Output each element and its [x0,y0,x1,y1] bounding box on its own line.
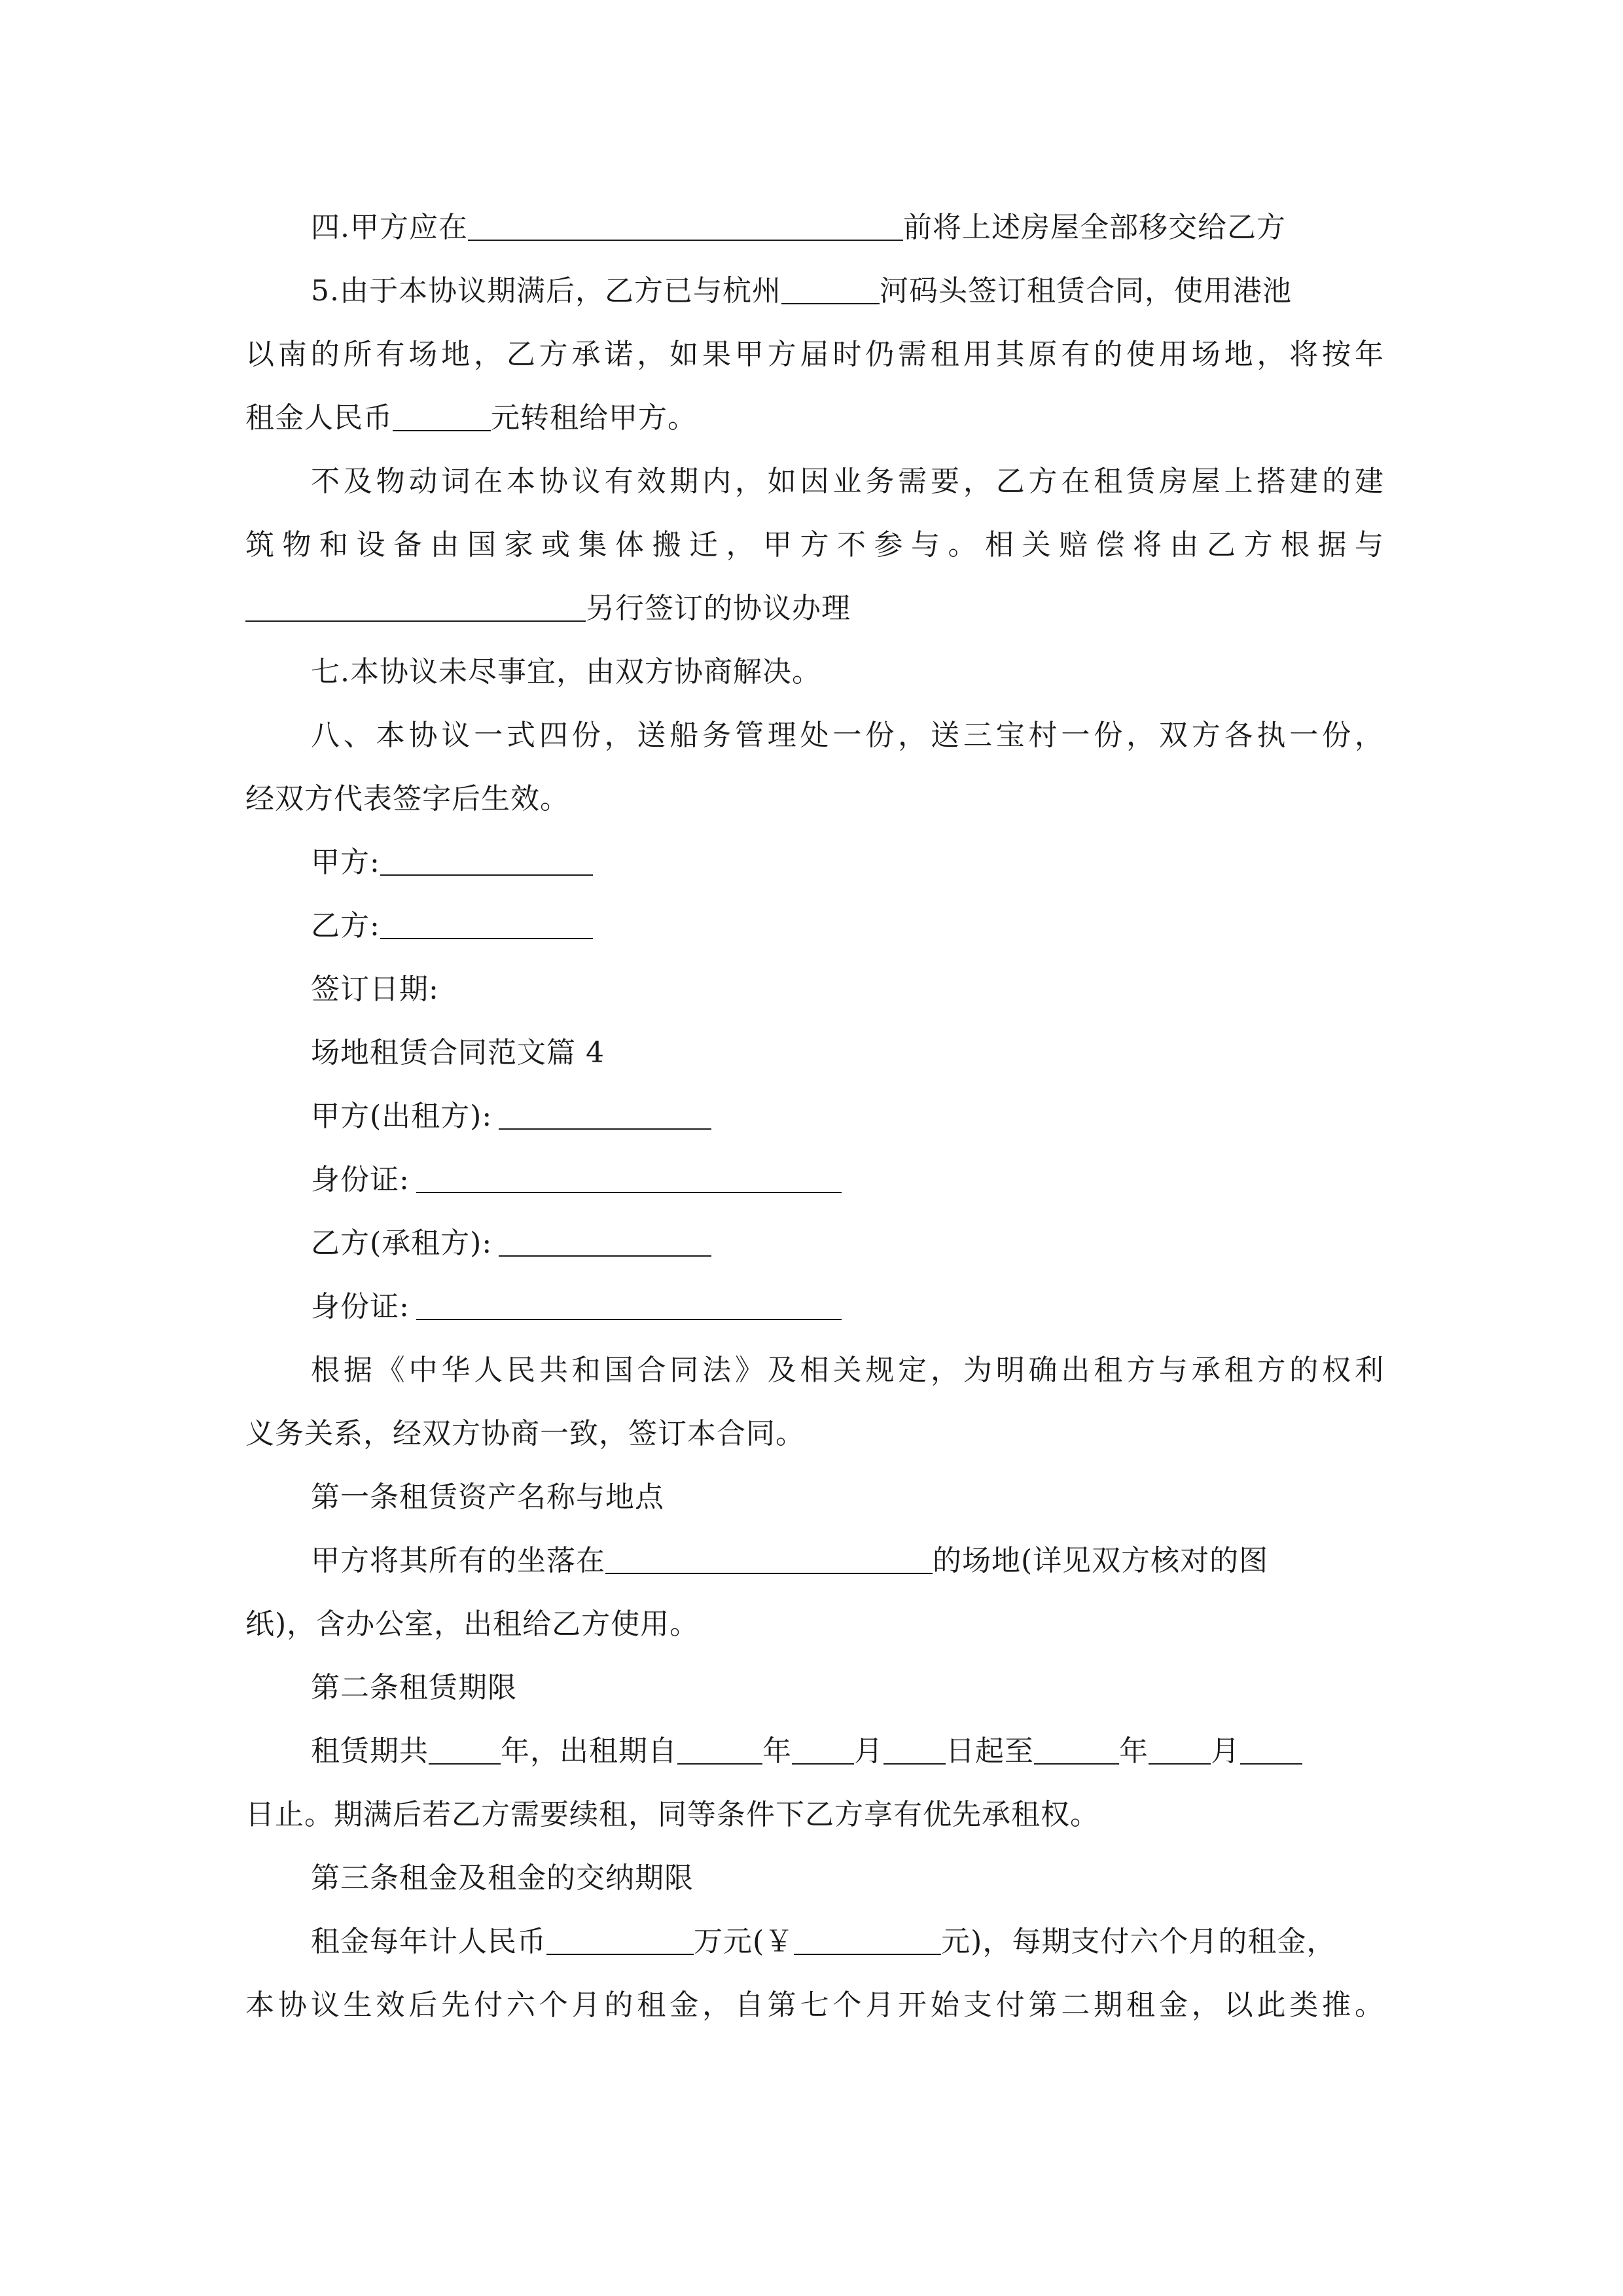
article-three-title: 第三条租金及租金的交纳期限 [311,1861,694,1895]
clause-four-text-a: 四.甲方应在 [311,211,468,244]
sign-date: 签订日期: [311,973,439,1006]
clause-five-text-d: 元转租给甲方。 [491,401,697,435]
lessor-id-field [311,1160,1384,1200]
article-three-line-1 [311,1922,1384,1962]
party-b-label: 乙方: [311,909,380,942]
wharf-name-blank [781,274,880,304]
article-one-line-1 [311,1541,1384,1581]
article-two-text-b: 年，出租期自 [501,1734,677,1768]
lessee-label: 乙方(承租方): [311,1227,493,1260]
article-two-title: 第二条租赁期限 [311,1671,517,1704]
intro-line-1: 根据《中华人民共和国合同法》及相关规定，为明确出租方与承租方的权利 [311,1354,1384,1387]
annual-rent-wan-blank [546,1925,694,1955]
clause-five-text-b: 河码头签订租赁合同，使用港池 [879,274,1292,308]
end-day-blank [1240,1734,1302,1765]
article-one-line-2: 纸)，含办公室，出租给乙方使用。 [245,1607,700,1641]
party-b-blank [380,909,593,939]
clause-six-line-2: 筑物和设备由国家或集体搬迁，甲方不参与。相关赔偿将由乙方根据与 [245,528,1384,562]
article-three-text-b: 万元(￥ [694,1925,794,1958]
article-one-text-a: 甲方将其所有的坐落在 [311,1544,605,1577]
clause-eight-line-2: 经双方代表签字后生效。 [245,782,569,816]
article-one-text-b: 的场地(详见双方核对的图 [933,1544,1269,1577]
lessee-id-blank [416,1290,842,1320]
article-two-text-c: 年 [762,1734,792,1768]
lessee-blank [499,1227,711,1257]
lessor-label: 甲方(出租方): [311,1100,493,1133]
clause-five-line-1 [311,272,1384,311]
clause-five-text-a: 5.由于本协议期满后，乙方已与杭州 [311,274,781,308]
start-year-blank [677,1734,762,1765]
lessor-blank [499,1100,711,1130]
clause-six-line-1: 不及物动词在本协议有效期内，如因业务需要，乙方在租赁房屋上搭建的建 [311,465,1384,498]
clause-eight-line-1: 八、本协议一式四份，送船务管理处一份，送三宝村一份，双方各执一份， [311,719,1384,752]
party-a-signature [311,843,1384,882]
article-three-text-a: 租金每年计人民币 [311,1925,546,1958]
id-card-label-1: 身份证: [311,1163,410,1196]
article-three-line-2: 本协议生效后先付六个月的租金，自第七个月开始支付第二期租金，以此类推。 [245,1988,1384,2022]
annual-rent-yuan-blank [794,1925,941,1955]
intro-line-2: 义务关系，经双方协商一致，签订本合同。 [245,1417,805,1450]
article-two-line-2: 日止。期满后若乙方需要续租，同等条件下乙方享有优先承租权。 [245,1798,1099,1831]
end-month-blank [1149,1734,1211,1765]
party-a-label: 甲方: [311,846,380,879]
lease-years-blank [429,1734,501,1765]
id-card-label-2: 身份证: [311,1290,410,1323]
article-two-text-a: 租赁期共 [311,1734,429,1768]
lessee-id-field [311,1287,1384,1327]
handover-date-blank [468,211,903,241]
clause-five-line-3 [245,399,1384,438]
compensation-party-blank [245,592,586,622]
start-day-blank [883,1734,946,1765]
site-location-blank [605,1544,933,1574]
clause-four [311,208,1384,247]
section-title: 场地租赁合同范文篇 4 [311,1036,605,1069]
lessor-field [311,1097,1384,1136]
party-b-signature [311,906,1384,946]
rent-amount-blank [393,401,491,431]
clause-four-text-b: 前将上述房屋全部移交给乙方 [903,211,1286,244]
end-year-blank [1034,1734,1119,1765]
lessor-id-blank [416,1163,842,1193]
clause-five-line-2: 以南的所有场地，乙方承诺，如果甲方届时仍需租用其原有的使用场地，将按年 [245,338,1384,371]
start-month-blank [792,1734,854,1765]
article-two-line-1 [311,1732,1384,1771]
clause-five-text-c: 租金人民币 [245,401,393,435]
article-two-text-f: 年 [1119,1734,1149,1768]
article-two-text-d: 月 [854,1734,883,1768]
party-a-blank [380,846,593,876]
clause-six-line-3 [245,589,1384,628]
article-two-text-g: 月 [1211,1734,1240,1768]
article-three-text-c: 元)，每期支付六个月的租金， [941,1925,1336,1958]
clause-seven: 七.本协议未尽事宜，由双方协商解决。 [311,655,821,689]
clause-six-text-c: 另行签订的协议办理 [586,592,851,625]
lessee-field [311,1224,1384,1263]
article-one-title: 第一条租赁资产名称与地点 [311,1480,664,1514]
article-two-text-e: 日起至 [946,1734,1034,1768]
